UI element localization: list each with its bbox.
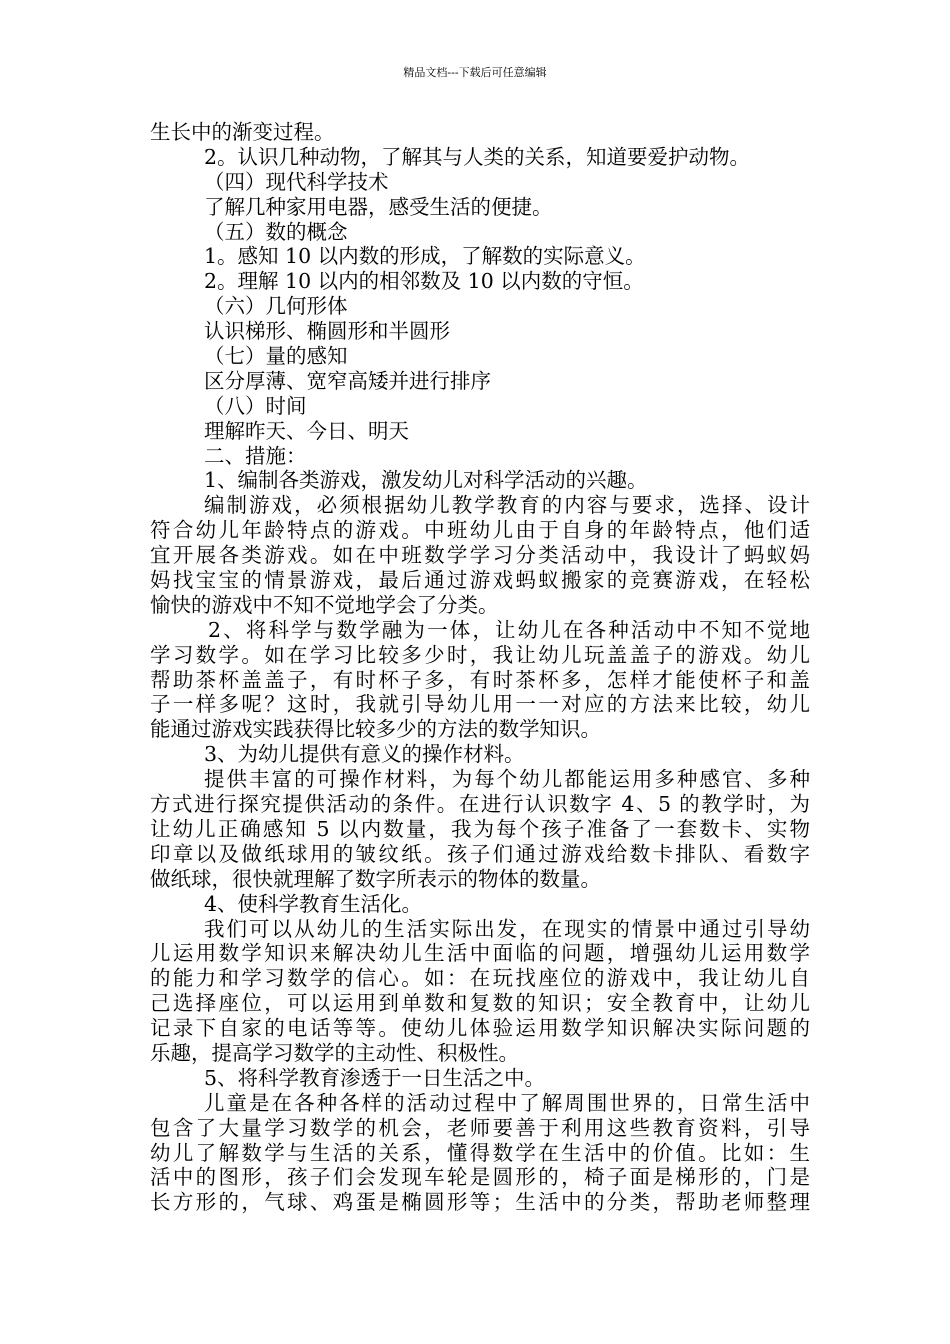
text-line: 4、使科学教育生活化。 [204, 891, 423, 916]
page-header: 精品文档---下载后可任意编辑 [403, 66, 547, 79]
text-line: 包含了大量学习数学的机会，老师要善于利用这些教育资料，引导 [150, 1115, 810, 1140]
text-line: 愉快的游戏中不知不觉地学会了分类。 [150, 592, 499, 617]
text-line: 印章以及做纸球用的皱纹纸。孩子们通过游戏给数卡排队、看数字 [150, 841, 810, 866]
text-line: 子一样多呢？这时，我就引导幼儿用一一对应的方法来比较，幼儿 [150, 692, 810, 717]
text-line: 活中的图形，孩子们会发现车轮是圆形的，椅子面是梯形的，门是 [150, 1165, 810, 1190]
text-line: 能通过游戏实践获得比较多少的方法的数学知识。 [150, 717, 601, 742]
text-line: 记录下自家的电话等等。使幼儿体验运用数学知识解决实际问题的 [150, 1016, 810, 1041]
text-line: （六）几何形体 [204, 294, 348, 319]
text-line: 1、编制各类游戏，激发幼儿对科学活动的兴趣。 [204, 468, 648, 493]
text-line: 的能力和学习数学的信心。如：在玩找座位的游戏中，我让幼儿自 [150, 966, 810, 991]
text-line: 认识梯形、椭圆形和半圆形 [204, 319, 450, 344]
text-line: 让幼儿正确感知 5 以内数量，我为每个孩子准备了一套数卡、实物 [150, 816, 810, 841]
text-line: （五）数的概念 [204, 219, 348, 244]
text-line: 5、将科学教育渗透于一日生活之中。 [204, 1065, 546, 1090]
text-line: 儿运用数学知识来解决幼儿生活中面临的问题，增强幼儿运用数学 [150, 941, 810, 966]
text-line: （四）现代科学技术 [204, 169, 389, 194]
text-line: 方式进行探究提供活动的条件。在进行认识数字 4、5 的教学时，为 [150, 792, 810, 817]
text-line: 幼儿了解数学与生活的关系，懂得数学在生活中的价值。比如：生 [150, 1140, 810, 1165]
text-line: 1。感知 10 以内数的形成，了解数的实际意义。 [204, 244, 646, 269]
text-line: 2。理解 10 以内的相邻数及 10 以内数的守恒。 [204, 269, 644, 294]
text-line: 符合幼儿年龄特点的游戏。中班幼儿由于自身的年龄特点，他们适 [150, 518, 810, 543]
text-line: 帮助茶杯盖盖子，有时杯子多，有时茶杯多，怎样才能使杯子和盖 [150, 667, 810, 692]
text-line: 做纸球，很快就理解了数字所表示的物体的数量。 [150, 866, 601, 891]
text-line: （七）量的感知 [204, 344, 348, 369]
text-line: 儿童是在各种各样的活动过程中了解周围世界的，日常生活中 [204, 1090, 810, 1115]
text-line: 编制游戏，必须根据幼儿教学教育的内容与要求，选择、设计 [204, 493, 810, 518]
text-line: 乐趣，提高学习数学的主动性、积极性。 [150, 1040, 519, 1065]
text-line: 2。认识几种动物，了解其与人类的关系，知道要爱护动物。 [204, 144, 751, 169]
text-line: 我们可以从幼儿的生活实际出发，在现实的情景中通过引导幼 [204, 916, 810, 941]
text-line: 己选择座位，可以运用到单数和复数的知识；安全教育中，让幼儿 [150, 991, 810, 1016]
text-line: 区分厚薄、宽窄高矮并进行排序 [204, 368, 491, 393]
text-line: 长方形的，气球、鸡蛋是椭圆形等；生活中的分类，帮助老师整理 [150, 1190, 810, 1215]
document-body [150, 120, 810, 1215]
text-line: 学习数学。如在学习比较多少时，我让幼儿玩盖盖子的游戏。幼儿 [150, 642, 810, 667]
text-line: 宜开展各类游戏。如在中班数学学习分类活动中，我设计了蚂蚁妈 [150, 543, 810, 568]
text-line: 3、为幼儿提供有意义的操作材料。 [204, 742, 525, 767]
text-line: 理解昨天、今日、明天 [204, 418, 409, 443]
text-line: （八）时间 [204, 393, 307, 418]
text-line: 了解几种家用电器，感受生活的便捷。 [204, 194, 553, 219]
text-line: 妈找宝宝的情景游戏，最后通过游戏蚂蚁搬家的竞赛游戏，在轻松 [150, 568, 810, 593]
text-line: 2、将科学与数学融为一体，让幼儿在各种活动中不知不觉地 [208, 617, 810, 642]
text-line: 二、措施： [204, 443, 307, 468]
text-line: 提供丰富的可操作材料，为每个幼儿都能运用多种感官、多种 [204, 767, 810, 792]
text-line: 生长中的渐变过程。 [150, 120, 335, 144]
